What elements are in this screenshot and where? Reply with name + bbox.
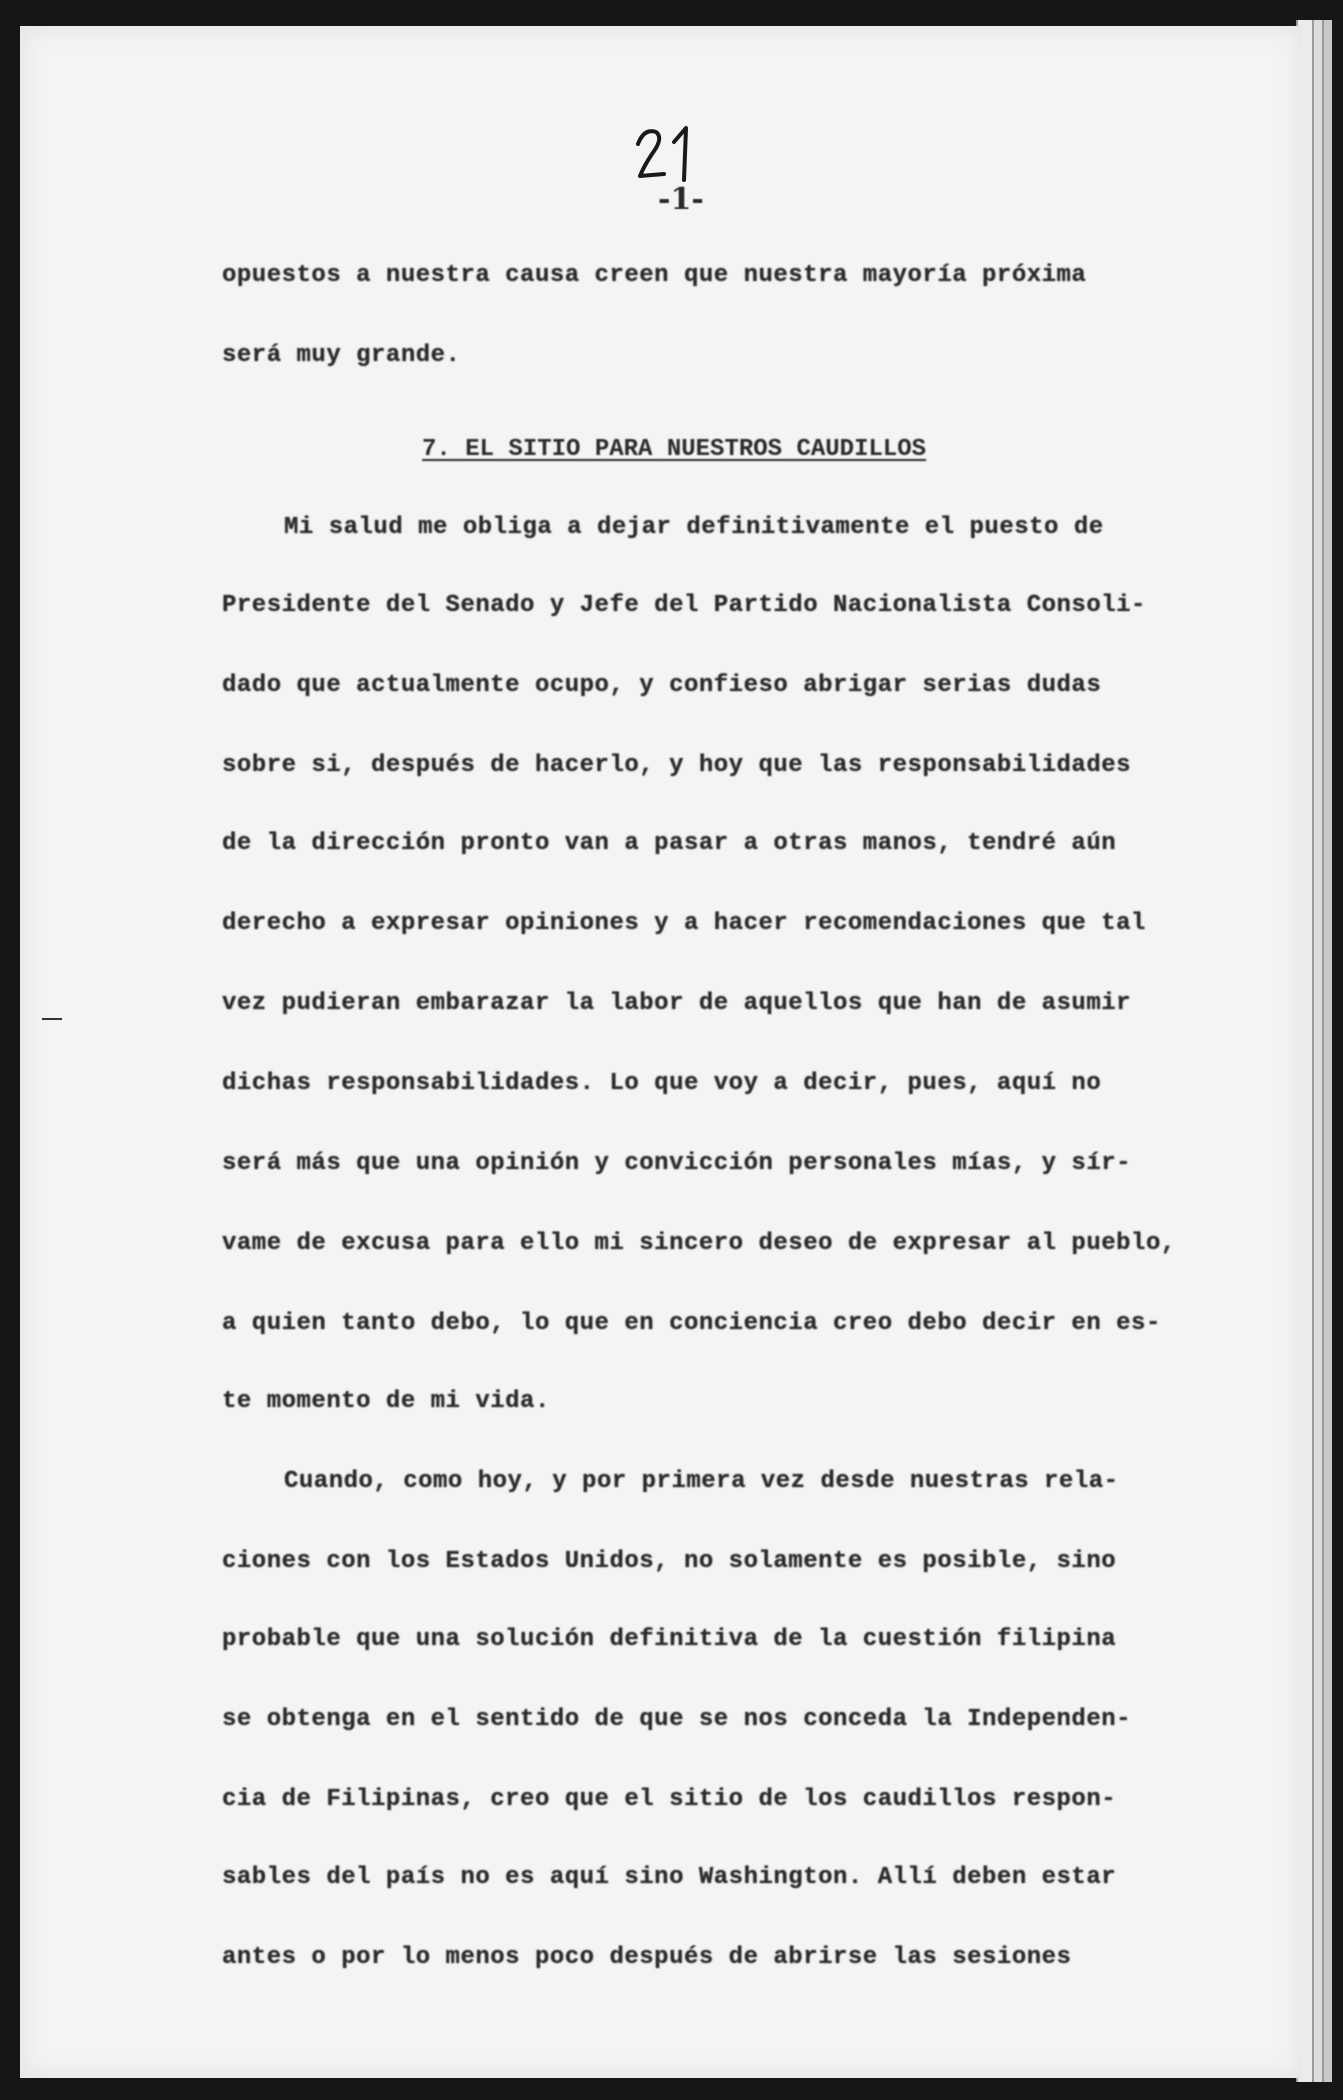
text-line: vame de excusa para ello mi sincero deseo de expresar al pueblo,	[222, 1230, 1176, 1257]
text-line: cia de Filipinas, creo que el sitio de los caudillos respon-	[222, 1786, 1117, 1813]
page-edge-strip	[1322, 20, 1332, 2082]
section-heading: 7. EL SITIO PARA NUESTROS CAUDILLOS	[422, 436, 927, 463]
margin-mark	[42, 1018, 62, 1020]
text-line: será más que una opinión y convicción personales mías, y sír-	[222, 1150, 1132, 1177]
text-line: Presidente del Senado y Jefe del Partido Nacionalista Consoli-	[222, 592, 1146, 619]
text-line: Cuando, como hoy, y por primera vez desde nuestras rela-	[284, 1468, 1119, 1495]
text-line: a quien tanto debo, lo que en conciencia creo debo decir en es-	[222, 1310, 1161, 1337]
text-line: se obtenga en el sentido de que se nos conceda la Independen-	[222, 1706, 1132, 1733]
text-line: sobre si, después de hacerlo, y hoy que las responsabilidades	[222, 752, 1132, 779]
handwritten-page-number	[634, 124, 704, 184]
typed-page-number: -1-	[658, 182, 704, 217]
text-line: Mi salud me obliga a dejar definitivamente el puesto de	[284, 514, 1104, 541]
text-line: sables del país no es aquí sino Washington. Allí deben estar	[222, 1864, 1117, 1891]
text-line: de la dirección pronto van a pasar a otras manos, tendré aún	[222, 830, 1117, 857]
text-line: dado que actualmente ocupo, y confieso abrigar serias dudas	[222, 672, 1102, 699]
text-line: dichas responsabilidades. Lo que voy a decir, pues, aquí no	[222, 1070, 1102, 1097]
text-line: opuestos a nuestra causa creen que nuestra mayoría próxima	[222, 262, 1087, 289]
text-line: ciones con los Estados Unidos, no solamente es posible, sino	[222, 1548, 1117, 1575]
text-line: antes o por lo menos poco después de abrirse las sesiones	[222, 1944, 1072, 1971]
text-line: será muy grande.	[222, 342, 461, 369]
text-line: te momento de mi vida.	[222, 1388, 550, 1415]
document-page	[20, 26, 1302, 2078]
text-line: derecho a expresar opiniones y a hacer recomendaciones que tal	[222, 910, 1146, 937]
text-line: probable que una solución definitiva de la cuestión filipina	[222, 1626, 1117, 1653]
text-line: vez pudieran embarazar la labor de aquellos que han de asumir	[222, 990, 1132, 1017]
